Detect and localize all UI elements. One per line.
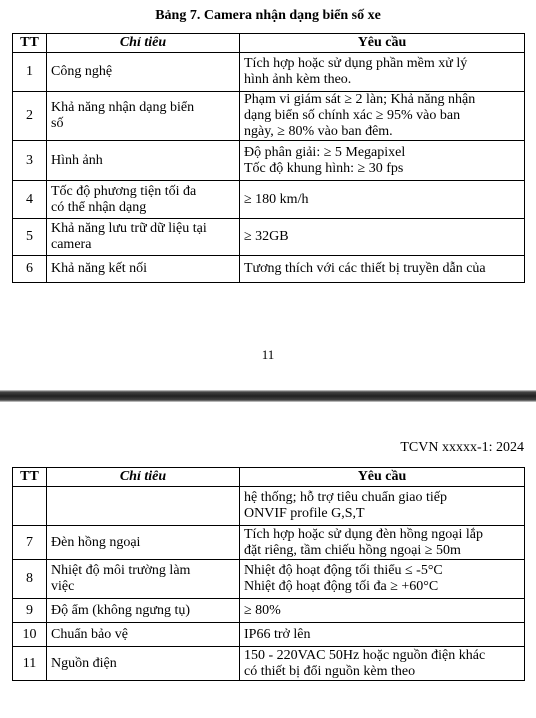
cell-chi-tieu	[47, 219, 240, 256]
requirement-line: ngày, ≥ 80% vào ban đêm.	[244, 124, 393, 139]
table-row	[13, 92, 525, 141]
requirement-line: ≥ 180 km/h	[244, 191, 309, 207]
cell-tt: 9	[13, 599, 47, 623]
camera-spec-table-part-1	[12, 33, 525, 283]
page-number: 11	[261, 347, 275, 362]
criterion-line: Khả năng nhận dạng biển	[51, 100, 195, 115]
cell-yeu-cau	[240, 647, 525, 681]
table-caption: Bảng 7. Camera nhận dạng biển số xe	[155, 8, 381, 23]
requirement-line: IP66 trở lên	[244, 626, 311, 642]
criterion-line: Công nghệ	[51, 64, 113, 79]
cell-tt: 10	[13, 623, 47, 647]
cell-tt: 1	[13, 53, 47, 92]
criterion-line: Tốc độ phương tiện tối đa	[51, 183, 197, 199]
header-tt: TT	[13, 468, 47, 487]
cell-tt	[13, 487, 47, 526]
requirement-line: ≥ 80%	[244, 602, 281, 618]
page-separator	[0, 390, 536, 402]
cell-yeu-cau	[240, 219, 525, 256]
cell-tt: 4	[13, 181, 47, 219]
table-row	[13, 181, 525, 219]
cell-yeu-cau	[240, 623, 525, 647]
cell-chi-tieu	[47, 53, 240, 92]
cell-chi-tieu	[47, 141, 240, 181]
requirement-line: 150 - 220VAC 50Hz hoặc nguồn điện khác	[244, 647, 486, 663]
criterion-line: việc	[51, 579, 75, 594]
table-row	[13, 53, 525, 92]
header-yeu-cau: Yêu cầu	[240, 34, 525, 53]
requirement-line: ≥ 32GB	[244, 229, 289, 244]
criterion-line: Nhiệt độ môi trường làm	[51, 563, 191, 578]
requirement-line: đặt riêng, tầm chiếu hồng ngoại ≥ 50m	[244, 542, 461, 558]
requirement-line: Tốc độ khung hình: ≥ 30 fps	[244, 160, 404, 176]
table-row	[13, 599, 525, 623]
requirement-line: hình ảnh kèm theo.	[244, 72, 352, 87]
cell-yeu-cau	[240, 53, 525, 92]
table-row	[13, 623, 525, 647]
table-row	[13, 526, 525, 560]
table-row	[13, 256, 525, 283]
table-row	[13, 141, 525, 181]
criterion-line: Độ ẩm (không ngưng tụ)	[51, 602, 191, 618]
cell-chi-tieu	[47, 623, 240, 647]
cell-chi-tieu	[47, 526, 240, 560]
criterion-line: Nguồn điện	[51, 655, 117, 671]
cell-chi-tieu	[47, 560, 240, 599]
table-row	[13, 219, 525, 256]
table-header-row	[13, 468, 525, 487]
header-chi-tieu: Chỉ tiêu	[47, 468, 240, 487]
cell-tt: 7	[13, 526, 47, 560]
cell-yeu-cau	[240, 487, 525, 526]
criterion-line: Khả năng lưu trữ dữ liệu tại	[51, 221, 207, 236]
requirement-line: ONVIF profile G,S,T	[244, 506, 365, 521]
cell-yeu-cau	[240, 526, 525, 560]
table-row	[13, 560, 525, 599]
criterion-line: camera	[51, 237, 92, 252]
cell-yeu-cau	[240, 141, 525, 181]
cell-yeu-cau	[240, 560, 525, 599]
header-chi-tieu: Chỉ tiêu	[47, 34, 240, 53]
table-header-row	[13, 34, 525, 53]
cell-chi-tieu	[47, 487, 240, 526]
cell-chi-tieu	[47, 92, 240, 141]
requirement-line: Nhiệt độ hoạt động tối đa ≥ +60°C	[244, 579, 439, 594]
criterion-line: có thể nhận dạng	[51, 199, 147, 215]
requirement-line: Tích hợp hoặc sử dụng phần mềm xử lý	[244, 56, 468, 71]
standard-code-header: TCVN xxxxx-1: 2024	[400, 440, 524, 455]
cell-tt: 11	[13, 647, 47, 681]
cell-chi-tieu	[47, 256, 240, 283]
cell-tt: 6	[13, 256, 47, 283]
cell-chi-tieu	[47, 647, 240, 681]
requirement-line: Nhiệt độ hoạt động tối thiểu ≤ -5°C	[244, 563, 443, 578]
cell-chi-tieu	[47, 599, 240, 623]
cell-tt: 3	[13, 141, 47, 181]
cell-yeu-cau	[240, 256, 525, 283]
cell-chi-tieu	[47, 181, 240, 219]
criterion-line: Chuẩn bảo vệ	[51, 626, 128, 642]
camera-spec-table-part-2	[12, 467, 525, 681]
requirement-line: dạng biển số chính xác ≥ 95% vào ban	[244, 108, 461, 123]
cell-tt: 8	[13, 560, 47, 599]
table-row	[13, 487, 525, 526]
header-tt: TT	[13, 34, 47, 53]
cell-yeu-cau	[240, 599, 525, 623]
table-row	[13, 647, 525, 681]
requirement-line: hệ thống; hỗ trợ tiêu chuẩn giao tiếp	[244, 490, 447, 505]
requirement-line: có thiết bị đổi nguồn kèm theo	[244, 663, 416, 679]
requirement-line: Phạm vi giám sát ≥ 2 làn; Khả năng nhận	[244, 92, 476, 107]
document-page-2	[0, 402, 536, 718]
cell-yeu-cau	[240, 181, 525, 219]
header-yeu-cau: Yêu cầu	[240, 468, 525, 487]
criterion-line: Hình ảnh	[51, 152, 103, 168]
requirement-line: Độ phân giải: ≥ 5 Megapixel	[244, 144, 406, 160]
criterion-line: số	[51, 116, 64, 131]
criterion-line: Đèn hồng ngoại	[51, 534, 141, 550]
cell-tt: 5	[13, 219, 47, 256]
requirement-line: Tích hợp hoặc sử dụng đèn hồng ngoại lắp	[244, 526, 483, 542]
cell-yeu-cau	[240, 92, 525, 141]
requirement-line: Tương thích với các thiết bị truyền dẫn của	[244, 261, 486, 276]
criterion-line: Khả năng kết nối	[51, 261, 148, 276]
cell-tt: 2	[13, 92, 47, 141]
